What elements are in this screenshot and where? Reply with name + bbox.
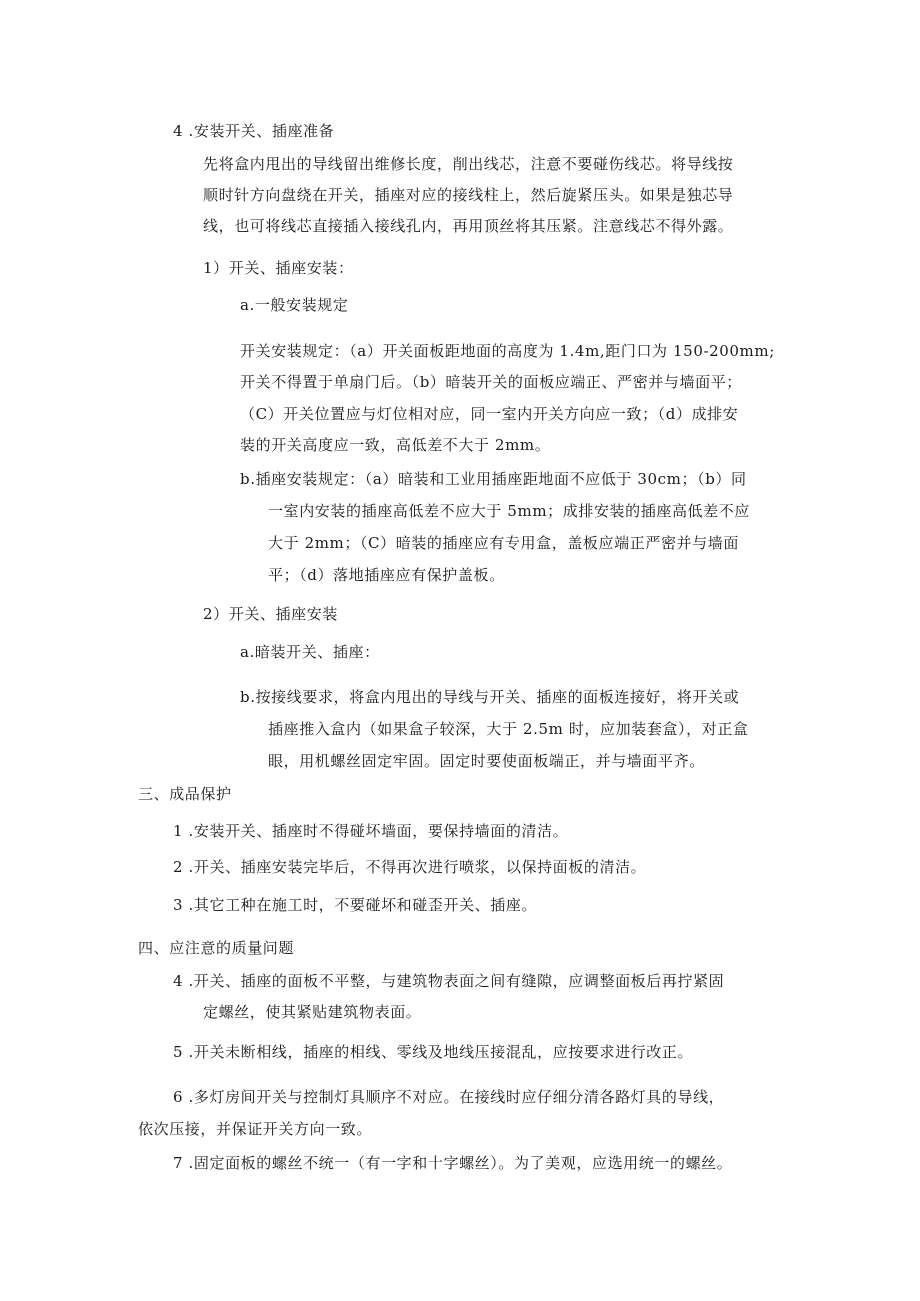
subsection-2-item-b: 插座推入盒内（如果盒子较深，大于 2.5m 时，应加装套盒），对正盒 <box>268 720 749 738</box>
switch-rule-line: （C）开关位置应与灯位相对应，同一室内开关方向应一致；（d）成排安 <box>240 405 739 423</box>
subsection-2-heading: 2）开关、插座安装 <box>203 605 338 623</box>
subsection-1-item-a: a.一般安装规定 <box>240 296 349 314</box>
socket-rule-line: 平；（d）落地插座应有保护盖板。 <box>268 566 505 584</box>
section-4-heading: 4 .安装开关、插座准备 <box>173 122 335 140</box>
section-4-item: 定螺丝，使其紧贴建筑物表面。 <box>203 1003 422 1021</box>
switch-rule-line: 开关不得置于单扇门后。（b）暗装开关的面板应端正、严密并与墙面平； <box>240 373 742 391</box>
switch-rule-line: 开关安装规定：（a）开关面板距地面的高度为 1.4m,距门口为 150-200mm; <box>240 342 775 360</box>
paragraph-line: 先将盒内甩出的导线留出维修长度，削出线芯，注意不要碰伤线芯。将导线按 <box>203 155 734 173</box>
subsection-2-item-b: 眼，用机螺丝固定牢固。固定时要使面板端正，并与墙面平齐。 <box>268 752 705 770</box>
switch-rule-line: 装的开关高度应一致，高低差不大于 2mm。 <box>240 436 551 454</box>
section-4-item: 5 .开关未断相线，插座的相线、零线及地线压接混乱，应按要求进行改正。 <box>173 1043 694 1061</box>
section-3-heading: 三、成品保护 <box>138 785 232 803</box>
section-3-item: 2 .开关、插座安装完毕后，不得再次进行喷浆，以保持面板的清洁。 <box>173 858 647 876</box>
section-4-item: 4 .开关、插座的面板不平整，与建筑物表面之间有缝隙，应调整面板后再拧紧固 <box>173 972 725 990</box>
section-4-item: 7 .固定面板的螺丝不统一（有一字和十字螺丝）。为了美观，应选用统一的螺丝。 <box>173 1154 733 1172</box>
socket-rule-line: 一室内安装的插座高低差不应大于 5mm；成排安装的插座高低差不应 <box>268 502 750 520</box>
section-4-quality-heading: 四、应注意的质量问题 <box>138 939 295 957</box>
section-3-item: 1 .安装开关、插座时不得碰坏墙面，要保持墙面的清洁。 <box>173 822 569 840</box>
socket-rule-line: 大于 2mm；（C）暗装的插座应有专用盒，盖板应端正严密并与墙面 <box>268 534 739 552</box>
section-4-item: 依次压接，并保证开关方向一致。 <box>138 1120 373 1138</box>
paragraph-line: 线，也可将线芯直接插入接线孔内，再用顶丝将其压紧。注意线芯不得外露。 <box>203 217 734 235</box>
subsection-2-item-a: a.暗装开关、插座： <box>240 643 380 661</box>
subsection-2-item-b: b.按接线要求，将盒内甩出的导线与开关、插座的面板连接好，将开关或 <box>240 688 740 706</box>
socket-rule-line: b.插座安装规定：（a）暗装和工业用插座距地面不应低于 30cm；（b）同 <box>240 470 747 488</box>
subsection-1-heading: 1）开关、插座安装： <box>203 259 354 277</box>
section-4-item: 6 .多灯房间开关与控制灯具顺序不对应。在接线时应仔细分清各路灯具的导线， <box>173 1088 725 1106</box>
paragraph-line: 顺时针方向盘绕在开关，插座对应的接线柱上，然后旋紧压头。如果是独芯导 <box>203 186 734 204</box>
section-3-item: 3 .其它工种在施工时，不要碰坏和碰歪开关、插座。 <box>173 896 538 914</box>
